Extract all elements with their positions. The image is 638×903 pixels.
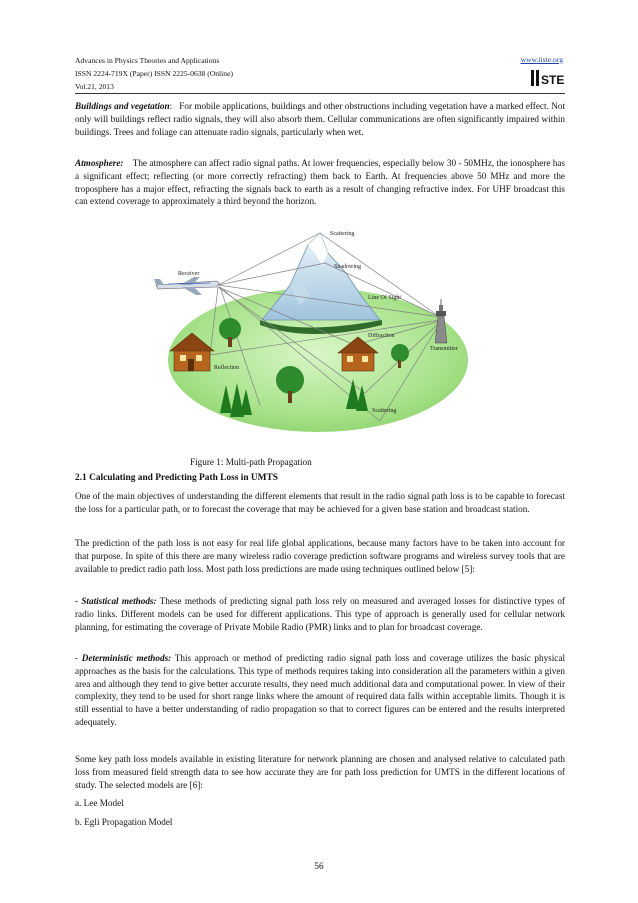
iiste-logo: [530, 68, 564, 88]
label-shadowing: Shadowing: [334, 264, 361, 270]
paragraph-text: These methods of predicting signal path loss rely on measured and averaged losses for distinctive types of radio links. Different models can be used for different applications. This type of approach is generally used for cellular network planning, for estimating the coverage of Private Mobile Radio (PMR) links and to plan for broadcast coverage.: [75, 596, 565, 632]
label-reflection: Reflection: [214, 365, 239, 371]
journal-url-link[interactable]: www.iiste.org: [520, 55, 563, 64]
multipath-propagation-figure: [150, 225, 470, 437]
paragraph-text: For mobile applications, buildings and other obstructions including vegetation have a marked effect. Not only will buildings reflect radio signals, they will also absorb them. Cellular communications are often significantly impaired within buildings. Trees and foliage can attenuate radio signals, particularly when wet.: [75, 101, 566, 137]
paragraph-statistical-methods: [75, 595, 565, 633]
journal-title: Advances in Physics Theories and Applications: [75, 56, 220, 65]
svg-text:STE: STE: [541, 73, 564, 87]
figure-caption: Figure 1: Multi-path Propagation: [190, 457, 312, 467]
paragraph-buildings: Buildings and vegetation: For mobile applications, buildings and other obstructions including vegetation have a marked effect. Not only will buildings reflect radio signals, they will also absorb them. Cellular communications are often significantly impaired within buildings. Trees and foliage can attenuate radio signals, particularly when wet.: [75, 101, 566, 137]
journal-volume: Vol.21, 2013: [75, 82, 114, 91]
paragraph-lead: - Statistical methods:: [75, 596, 157, 606]
paragraph-lead: Atmosphere:: [75, 158, 124, 168]
label-line-of-sight: Line Of Sight: [368, 295, 401, 301]
paragraph-text: This approach or method of predicting radio signal path loss and coverage utilizes the basic physical approaches as the basis for the calculations. This type of methods requires taking into consideration all the parameters within a given area and although they tend to give better accurate results, they need much additional data and computational power. In view of their complexity, they tend to be used for short range links where the amount of required data falls within acceptable limits. Though it is still essential to have a better understanding of radio propagation so that to correct figures can be entered and the results interpreted adequately.: [75, 653, 565, 727]
journal-issn: ISSN 2224-719X (Paper) ISSN 2225-0638 (Online): [75, 69, 233, 78]
airplane-receiver-icon: [154, 277, 219, 295]
paragraph-lead: Buildings and vegetation: [75, 101, 170, 111]
page-number: 56: [314, 861, 324, 871]
label-scattering-top: Scattering: [330, 231, 355, 237]
section-heading: 2.1 Calculating and Predicting Path Loss in UMTS: [75, 473, 278, 483]
label-receiver: Receiver: [178, 271, 200, 277]
label-transmitter: Transmitter: [430, 346, 458, 352]
paragraph-atmosphere: [75, 157, 565, 208]
list-item-egli-model: b. Egli Propagation Model: [75, 817, 173, 827]
paragraph-prediction: The prediction of the path loss is not easy for real life global applications, because many factors have to be taken into account for that purpose. In spite of this there are many wireless radio coverage prediction software programs and wireless survey tools that are available to predict radio path loss. Most path loss predictions are made using techniques outlined below [5]:: [75, 538, 565, 574]
paragraph-objectives: One of the main objectives of understanding the different elements that result in the radio signal path loss is to be capable to forecast the loss for a particular path, or to forecast the coverage that may be achieved for a given base station and broadcast station.: [75, 491, 565, 514]
label-scattering-bottom: Scattering: [372, 408, 397, 414]
paragraph-lead: - Deterministic methods:: [75, 653, 172, 663]
list-item-lee-model: a. Lee Model: [75, 798, 124, 808]
mountain-illustration: [260, 233, 382, 334]
label-diffraction: Diffraction: [368, 333, 395, 339]
paragraph-selected-models: Some key path loss models available in existing literature for network planning are chosen and analysed relative to calculated path loss from measured field strength data to see how accurate they are for path loss prediction for UMTS in the different locations of study. The selected models are [6]:: [75, 754, 565, 790]
paragraph-deterministic-methods: [75, 652, 565, 729]
header-rule: [75, 93, 565, 94]
paragraph-text: The atmosphere can affect radio signal paths. At lower frequencies, especially below 30 - 50MHz, the ionosphere has a significant effect; reflecting (or more correctly refracting) them back to Earth. At frequencies above 50 MHz and more the troposphere has a major effect, refracting the signals back to earth as a result of changing refractive index. For UHF broadcast this can extend coverage to approximately a third beyond the horizon.: [75, 158, 566, 207]
